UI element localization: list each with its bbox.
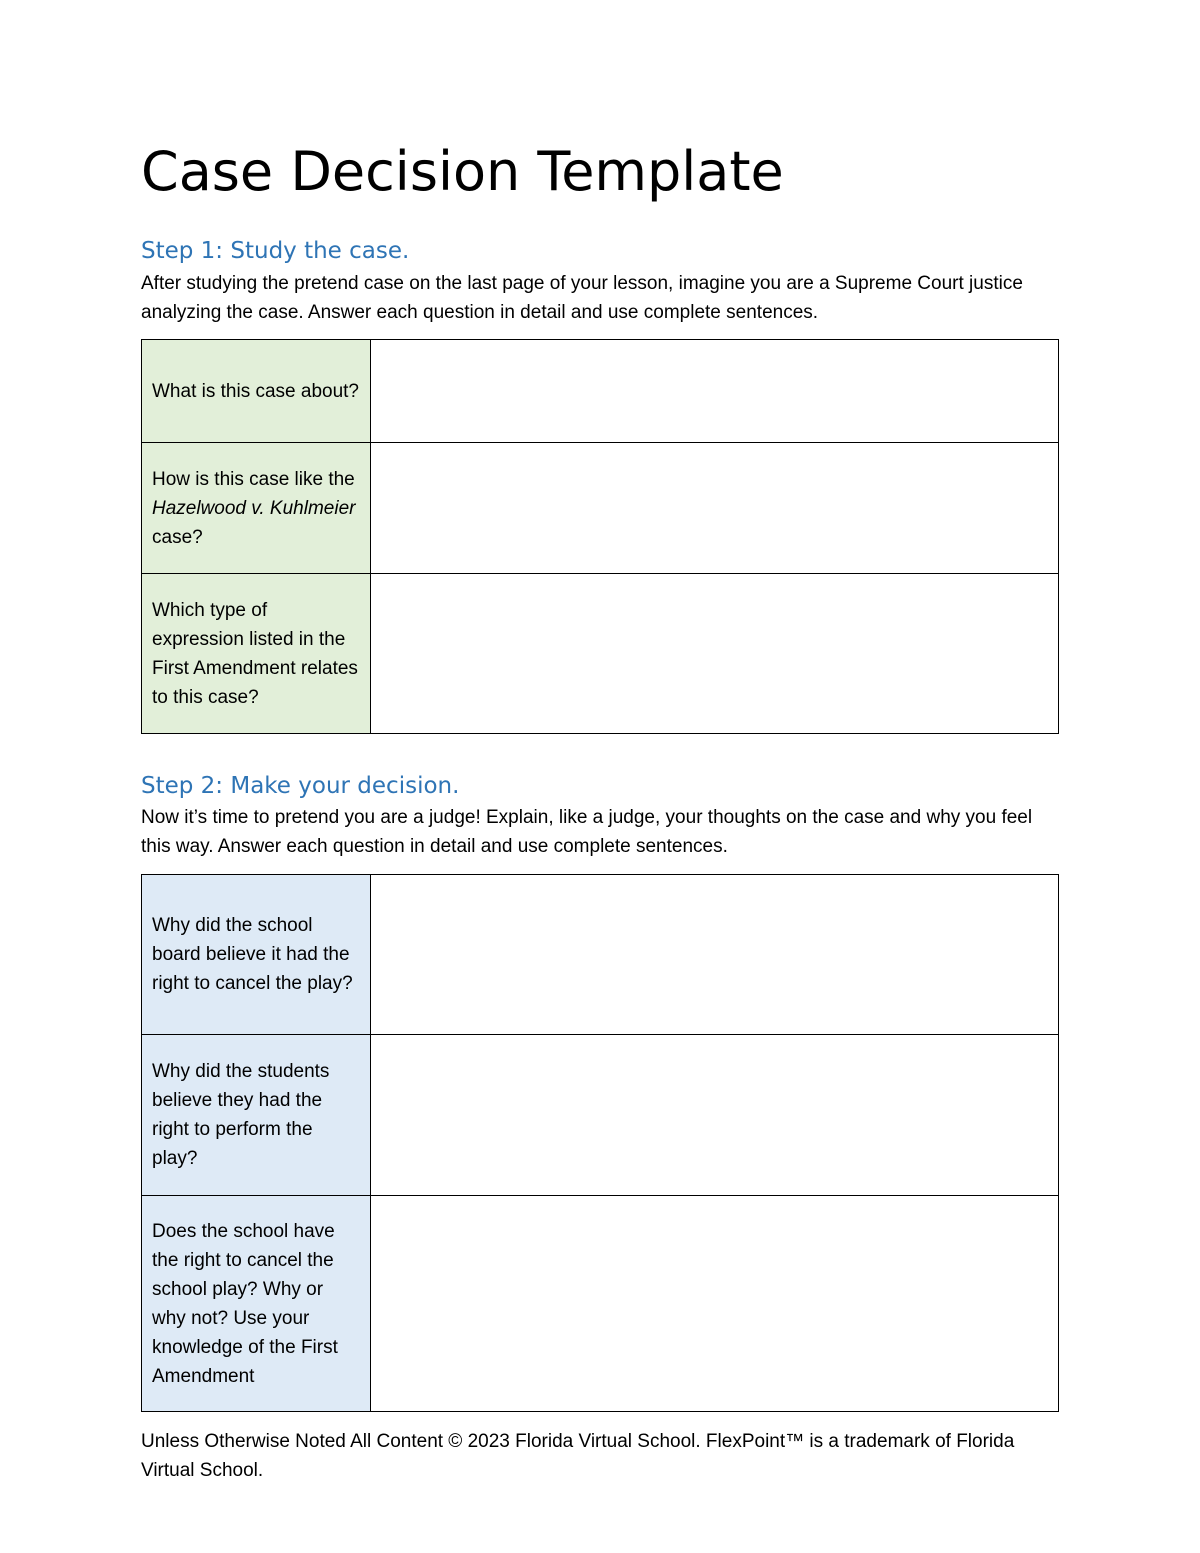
step1-table (141, 339, 1059, 734)
answer-cell[interactable] (371, 574, 1059, 734)
answer-cell[interactable] (371, 340, 1059, 443)
answer-cell[interactable] (371, 1035, 1059, 1196)
question-text-suffix: case? (152, 526, 203, 548)
answer-cell[interactable] (371, 1196, 1059, 1412)
case-name: Hazelwood v. Kuhlmeier (152, 497, 356, 519)
page-title: Case Decision Template (141, 140, 784, 203)
question-cell (142, 443, 371, 574)
step2-table (141, 874, 1059, 1412)
step1-instructions: After studying the pretend case on the last page of your lesson, imagine you are a Supreme Court justice analyzing the case. Answer each question in detail and use complete sentences. (141, 273, 1023, 323)
step2-instructions: Now it’s time to pretend you are a judge! Explain, like a judge, your thoughts on the case and why you feel this way. Answer each question in detail and use complete sentences. (141, 807, 1033, 857)
question-cell (142, 1035, 371, 1196)
table-row (142, 1035, 1059, 1196)
table-row (142, 443, 1059, 574)
question-text: Why did the students believe they had the right to perform the play? (152, 1061, 330, 1169)
copyright-footer: Unless Otherwise Noted All Content © 2023 Florida Virtual School. FlexPoint™ is a trademark of Florida Virtual School. (141, 1431, 1015, 1481)
question-text: Does the school have the right to cancel the school play? Why or why not? Use your knowledge of the First Amendment (152, 1220, 338, 1387)
answer-cell[interactable] (371, 443, 1059, 574)
question-text: What is this case about? (152, 380, 359, 402)
table-row (142, 875, 1059, 1035)
answer-cell[interactable] (371, 875, 1059, 1035)
question-text: Why did the school board believe it had the right to cancel the play? (152, 915, 353, 994)
question-cell (142, 875, 371, 1035)
question-text-prefix: How is this case like the (152, 468, 355, 490)
question-cell (142, 340, 371, 443)
table-row (142, 574, 1059, 734)
question-cell (142, 1196, 371, 1412)
step2-heading: Step 2: Make your decision. (141, 773, 460, 799)
question-text: Which type of expression listed in the First Amendment relates to this case? (152, 599, 358, 708)
step1-heading: Step 1: Study the case. (141, 238, 410, 264)
table-row (142, 340, 1059, 443)
question-cell (142, 574, 371, 734)
table-row (142, 1196, 1059, 1412)
